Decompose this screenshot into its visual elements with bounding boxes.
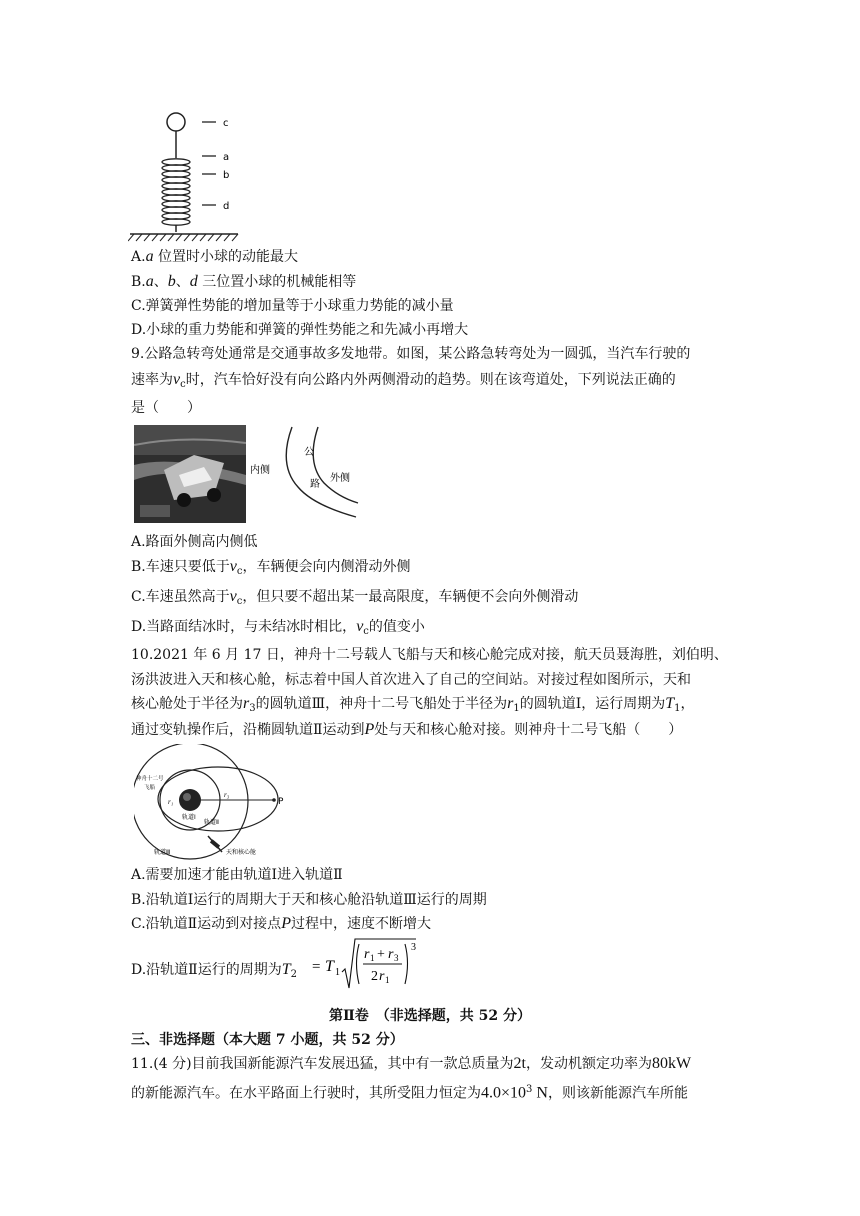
svg-text:路: 路 (310, 479, 320, 490)
q10-option-d: D.沿轨道Ⅱ运行的周期为$T_2$ (131, 961, 297, 980)
point-p (272, 798, 276, 802)
label-c: c (223, 118, 229, 129)
road-diagram (248, 425, 360, 525)
label-r1: r₁ (168, 798, 174, 806)
q9-stem-line3: 是（ ） (131, 400, 201, 416)
q9-option-d: D.当路面结冰时，与未结冰时相比，$v_c$的值变小 (131, 618, 425, 637)
svg-text:r: r (379, 969, 385, 984)
q8-option-c: C.弹簧弹性势能的增加量等于小球重力势能的减小量 (131, 298, 454, 314)
label-station: 天和核心舱 (226, 849, 257, 856)
svg-text:=: = (312, 959, 321, 975)
q9-option-a: A.路面外侧高内侧低 (131, 534, 258, 550)
q9-stem-line2: 速率为$v_c$时，汽车恰好没有向公路内外两侧滑动的趋势。则在该弯道处，下列说法正确的 (131, 371, 676, 390)
svg-text:3: 3 (411, 942, 416, 953)
road-figure (134, 425, 360, 525)
spring-figure (128, 108, 258, 242)
svg-text:r: r (388, 947, 394, 962)
section-heading: 三、非选择题（本大题 7 小题，共 52 分） (131, 1032, 404, 1048)
label-p: P (278, 797, 284, 807)
label-road: 公 (304, 447, 314, 458)
q10-option-a: A.需要加速才能由轨道Ⅰ进入轨道Ⅱ (131, 867, 343, 883)
q10-option-c: C.沿轨道Ⅱ运动到对接点P过程中，速度不断增大 (131, 915, 431, 932)
q10-option-b: B.沿轨道Ⅰ运行的周期大于天和核心舱沿轨道Ⅲ运行的周期 (131, 892, 487, 908)
q11-stem-line1: 11.(4 分)目前我国新能源汽车发展迅猛，其中有一款总质量为2t，发动机额定功率为80kW (131, 1055, 692, 1072)
q11-stem-line2: 的新能源汽车。在水平路面上行驶时，其所受阻力恒定为$4.0\times 10^3$ N，则该新能源汽车所能 (131, 1084, 688, 1102)
label-outer: 外侧 (330, 473, 350, 484)
road-photo (134, 425, 246, 523)
svg-text:1: 1 (370, 953, 375, 963)
orbit-figure (134, 744, 299, 862)
svg-text:2: 2 (371, 969, 378, 984)
q9-option-b: B.车速只要低于$v_c$，车辆便会向内侧滑动外侧 (131, 558, 411, 577)
svg-text:飞船: 飞船 (144, 785, 156, 791)
q10-stem-line2: 汤洪波进入天和核心舱，标志着中国人首次进入了自己的空间站。对接过程如图所示，天和 (131, 672, 691, 688)
label-track3: 轨道Ⅲ (154, 849, 171, 856)
label-inner: 内侧 (250, 465, 270, 476)
ball (167, 113, 185, 131)
label-r3: r₃ (224, 791, 230, 799)
label-a: a (223, 152, 230, 163)
svg-text:r: r (364, 947, 370, 962)
label-ship: 神舟十二号 (136, 776, 164, 782)
label-b: b (223, 170, 230, 181)
period-formula (312, 936, 422, 994)
svg-text:1: 1 (335, 967, 340, 978)
q8-option-b: B.a、b、d 三位置小球的机械能相等 (131, 273, 357, 290)
q8-option-d: D.小球的重力势能和弹簧的弹性势能之和先减小再增大 (131, 322, 469, 338)
spring-coil (162, 159, 190, 225)
svg-text:T: T (325, 958, 334, 975)
label-track1: 轨道Ⅰ (182, 814, 196, 821)
svg-text:+: + (377, 947, 385, 962)
section-title: 第Ⅱ卷 （非选择题，共 52 分） (328, 1008, 532, 1024)
label-track2: 轨道Ⅱ (204, 819, 219, 826)
station-icon (208, 836, 222, 852)
q9-option-c: C.车速虽然高于$v_c$，但只要不超出某一最高限度，车辆便不会向外侧滑动 (131, 588, 579, 607)
q8-option-a: A.a 位置时小球的动能最大 (131, 248, 299, 265)
q9-stem-line1: 9.公路急转弯处通常是交通事故多发地带。如图，某公路急转弯处为一圆弧，当汽车行驶的 (131, 346, 691, 362)
q10-stem-line1: 10.2021 年 6 月 17 日，神舟十二号载人飞船与天和核心舱完成对接，航天员聂海胜，刘伯明、 (131, 647, 728, 663)
svg-text:1: 1 (385, 975, 390, 985)
svg-text:3: 3 (394, 953, 399, 963)
label-d: d (223, 201, 230, 212)
q10-stem-line3: 核心舱处于半径为$r_3$的圆轨道Ⅲ，神舟十二号飞船处于半径为$r_1$的圆轨道Ⅰ，运行周期为$T_1$， (131, 695, 695, 714)
q10-stem-line4: 通过变轨操作后，沿椭圆轨道Ⅱ运动到P处与天和核心舱对接。则神舟十二号飞船（ ） (131, 721, 683, 738)
